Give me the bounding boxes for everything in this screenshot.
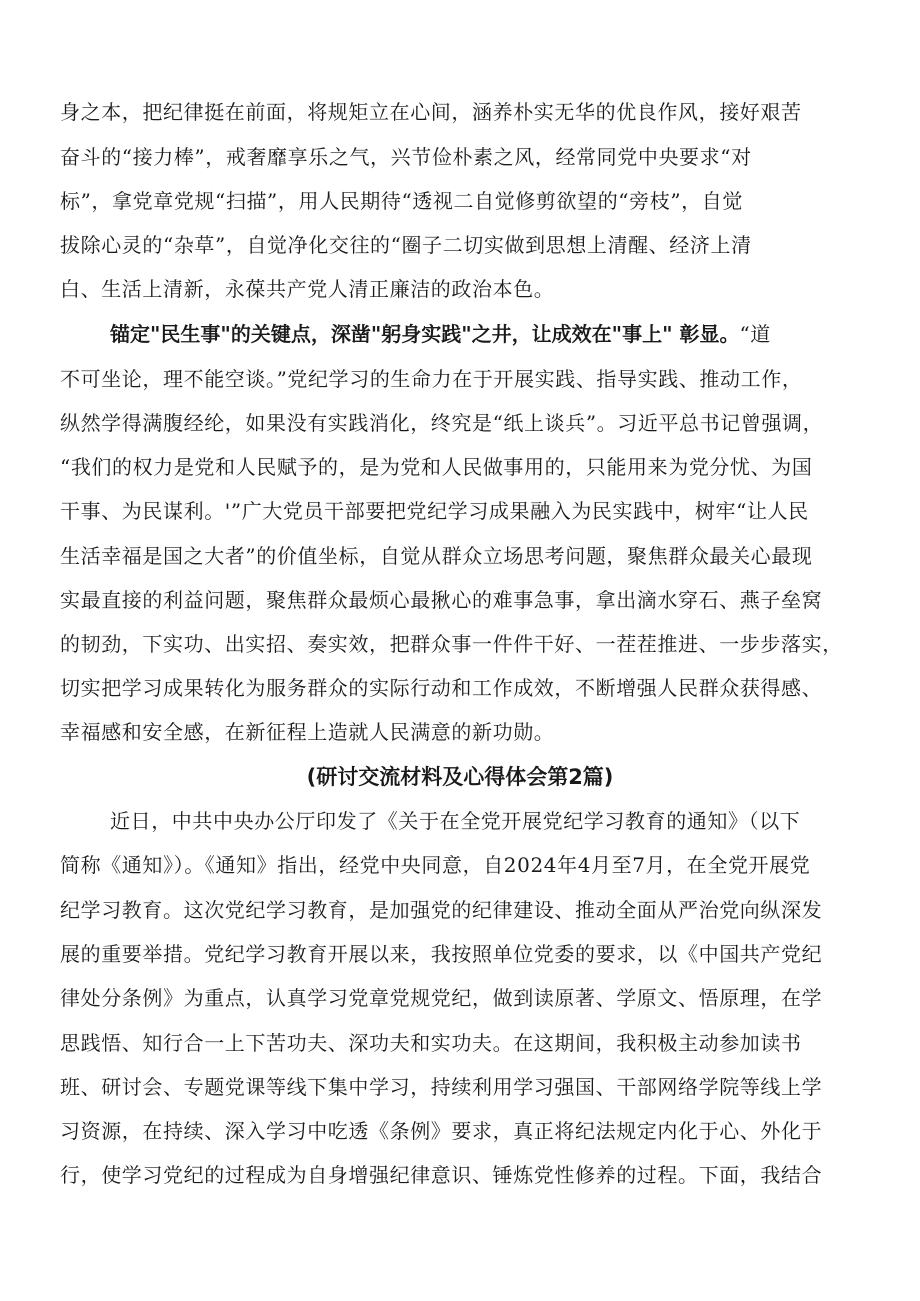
text-line: 生活幸福是国之大者”的价值坐标，自觉从群众立场思考问题，聚焦群众最关心最现 [60, 544, 813, 568]
text-line: 标”，拿党章党规“扫描”，用人民期待“透视二自觉修剪欲望的“旁枝”，自觉 [60, 189, 743, 213]
text-line: 干事、为民谋利。'”广大党员干部要把党纪学习成果融入为民实践中，树牢“让人民 [60, 499, 809, 523]
text-line: 实最直接的利益问题，聚焦群众最烦心最揪心的难事急事，拿出滴水穿石、燕子垒窝 [60, 588, 823, 612]
text-line: 思践悟、知行合一上下苦功夫、深功夫和实功夫。在这期间，我积极主动参加读书 [60, 1031, 802, 1055]
text-line: 习资源，在持续、深入学习中吃透《条例》要求，真正将纪法规定内化于心、外化于 [60, 1119, 823, 1143]
text-line: 行，使学习党纪的过程成为自身增强纪律意识、锤炼党性修养的过程。下面，我结合 [60, 1163, 823, 1187]
text-line: 简称《通知》）。《通知》指出，经党中央同意，自2024年4月至7月，在全党开展党 [60, 853, 811, 877]
text-line: 纵然学得满腹经纶，如果没有实践消化，终究是“纸上谈兵”。习近平总书记曾强调， [60, 411, 824, 435]
text-line: 白、生活上清新，永葆共产党人清正廉洁的政治本色。 [60, 277, 555, 301]
point-first-line [110, 320, 771, 348]
text-line: 切实把学习成果转化为服务群众的实际行动和工作成效，不断增强人民群众获得感、 [60, 676, 823, 700]
section-heading: (研讨交流材料及心得体会第2篇) [306, 765, 614, 789]
text-line: 幸福感和安全感，在新征程上造就人民满意的新功勋。 [60, 720, 555, 744]
text-line: 展的重要举措。党纪学习教育开展以来，我按照单位党委的要求，以《中国共产党纪 [60, 942, 823, 966]
text-line: “我们的权力是党和人民赋予的，是为党和人民做事用的，只能用来为党分忧、为国 [60, 455, 813, 479]
point-lead-rest: “道 [739, 322, 771, 346]
point-bold-lead: 锚定"民生事"的关键点，深凿"躬身实践"之井，让成效在"事上" 彰显。 [110, 322, 740, 346]
text-line: 近日，中共中央办公厅印发了《关于在全党开展党纪学习教育的通知》（以下 [110, 809, 801, 833]
text-line: 身之本，把纪律挺在前面，将规矩立在心间，涵养朴实无华的优良作风，接好艰苦 [60, 100, 802, 124]
text-line: 奋斗的“接力棒”，戒奢靡享乐之气，兴节俭朴素之风，经常同党中央要求“对 [60, 145, 752, 169]
text-line: 律处分条例》为重点，认真学习党章党规党纪，做到读原著、学原文、悟原理，在学 [60, 986, 823, 1010]
text-line: 的韧劲，下实功、出实招、奏实效，把群众事一件件干好、一茬茬推进、一步步落实， [60, 632, 843, 656]
text-line: 班、研讨会、专题党课等线下集中学习，持续利用学习强国、干部网络学院等线上学 [60, 1075, 823, 1099]
text-line: 拔除心灵的“杂草”，自觉净化交往的“圈子二切实做到思想上清醒、经济上清 [60, 233, 752, 257]
text-line: 不可坐论，理不能空谈。”党纪学习的生命力在于开展实践、指导实践、推动工作， [60, 367, 803, 391]
text-line: 纪学习教育。这次党纪学习教育，是加强党的纪律建设、推动全面从严治党向纵深发 [60, 898, 823, 922]
